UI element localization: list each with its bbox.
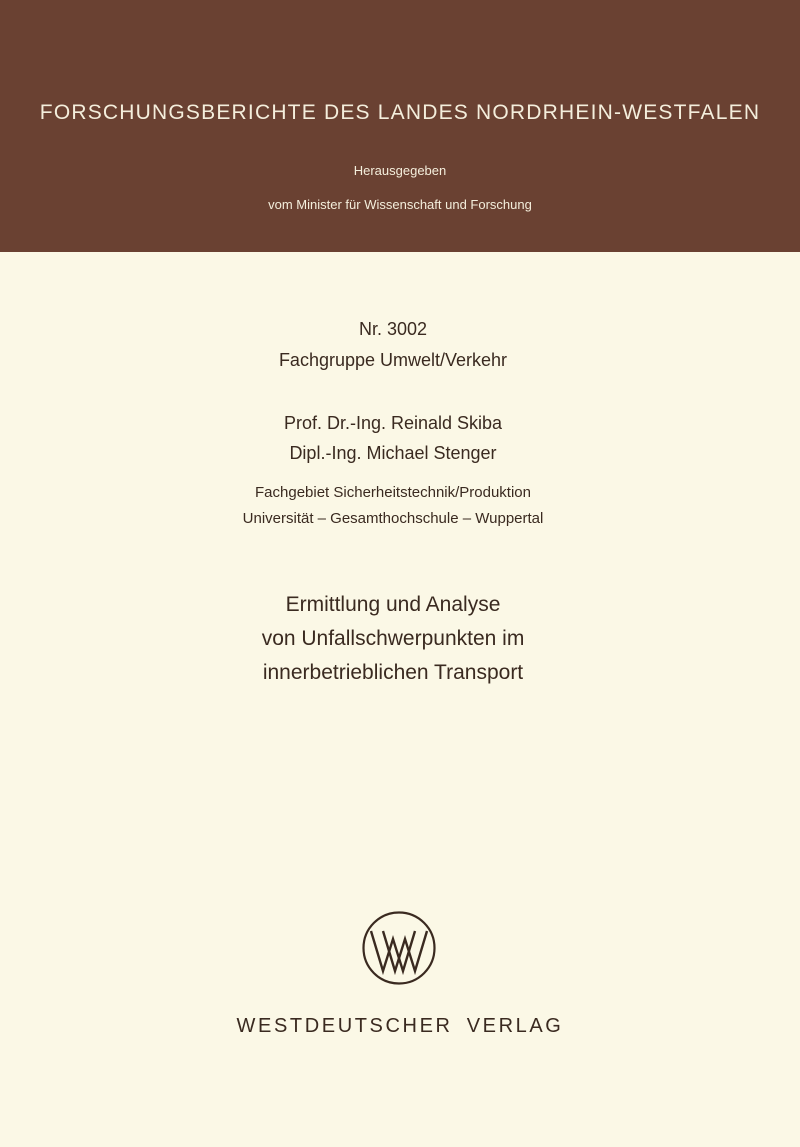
- header-band: [0, 0, 800, 252]
- institution-university: Universität – Gesamthochschule – Wuppertal: [242, 510, 544, 527]
- editor-line-minister: vom Minister für Wissenschaft und Forschung: [268, 197, 532, 212]
- institution-department: Fachgebiet Sicherheitstechnik/Produktion: [255, 484, 531, 501]
- author-2: Dipl.-Ing. Michael Stenger: [289, 443, 497, 463]
- author-1: Prof. Dr.-Ing. Reinald Skiba: [283, 413, 503, 433]
- series-title: FORSCHUNGSBERICHTE DES LANDES NORDRHEIN-WESTFALEN: [39, 101, 761, 124]
- report-number: Nr. 3002: [358, 319, 428, 339]
- publisher-logo: [361, 910, 437, 986]
- publisher-name: WESTDEUTSCHER VERLAG: [236, 1015, 564, 1037]
- title-line-2: von Unfallschwerpunkten im: [261, 627, 525, 650]
- report-group: Fachgruppe Umwelt/Verkehr: [278, 350, 508, 370]
- editor-line-herausgegeben: Herausgegeben: [353, 163, 447, 178]
- title-line-1: Ermittlung und Analyse: [285, 593, 501, 616]
- title-line-3: innerbetrieblichen Transport: [262, 661, 524, 684]
